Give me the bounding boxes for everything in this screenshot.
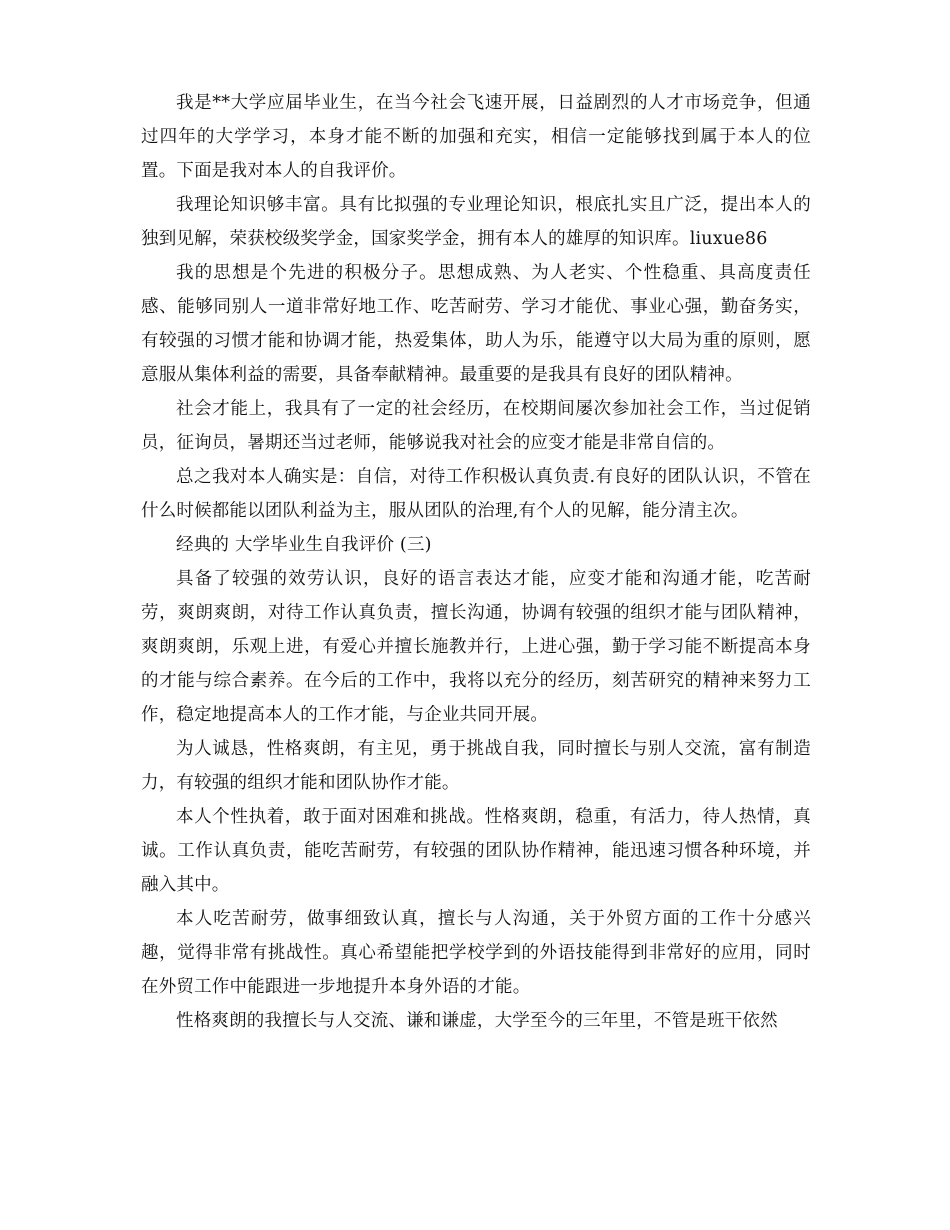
- paragraph-persistent: 本人个性执着，敢于面对困难和挑战。性格爽朗，稳重，有活力，待人热情，真诚。工作认真负责，能吃苦耐劳，有较强的团队协作精神，能迅速习惯各种环境，并融入其中。: [141, 807, 811, 895]
- paragraph-cheerful: 性格爽朗的我擅长与人交流、谦和谦虚，大学至今的三年里，不管是班干依然: [176, 1011, 778, 1031]
- paragraph-intro: 我是**大学应届毕业生，在当今社会飞速开展，日益剧烈的人才市场竞争，但通过四年的大学学习，本身才能不断的加强和充实，相信一定能够找到属于本人的位置。下面是我对本人的自我评价。: [141, 93, 811, 181]
- paragraph-summary: 总之我对本人确实是：自信，对待工作积极认真负责.有良好的团队认识，不管在什么时候都能以团队利益为主，服从团队的治理,有个人的见解，能分清主次。: [141, 467, 811, 521]
- paragraph-thinking: 我的思想是个先进的积极分子。思想成熟、为人老实、个性稳重、具高度责任感、能够同别人一道非常好地工作、吃苦耐劳、学习才能优、事业心强，勤奋务实，有较强的习惯才能和协调才能，热爱集体，助人为乐，能遵守以大局为重的原则，愿意服从集体利益的需要，具备奉献精神。最重要的是我具有良好的团队精神。: [141, 263, 811, 385]
- document-body: [141, 86, 811, 1038]
- paragraph-service-awareness: 具备了较强的效劳认识，良好的语言表达才能，应变才能和沟通才能，吃苦耐劳，爽朗爽朗，对待工作认真负责，擅长沟通，协调有较强的组织才能与团队精神，爽朗爽朗，乐观上进，有爱心并擅长施教并行，上进心强，勤于学习能不断提高本身的才能与综合素养。在今后的工作中，我将以充分的经历，刻苦研究的精神来努力工作，稳定地提高本人的工作才能，与企业共同开展。: [141, 569, 811, 725]
- section-heading: 经典的 大学毕业生自我评价 (三): [176, 535, 432, 555]
- paragraph-honest: 为人诚恳，性格爽朗，有主见，勇于挑战自我，同时擅长与别人交流，富有制造力，有较强的组织才能和团队协作才能。: [141, 739, 811, 793]
- paragraph-foreign-trade: 本人吃苦耐劳，做事细致认真，擅长与人沟通，关于外贸方面的工作十分感兴趣，觉得非常有挑战性。真心希望能把学校学到的外语技能得到非常好的应用，同时在外贸工作中能跟进一步地提升本身外语的才能。: [141, 909, 811, 997]
- paragraph-social-ability: 社会才能上，我具有了一定的社会经历，在校期间屡次参加社会工作，当过促销员，征询员，暑期还当过老师，能够说我对社会的应变才能是非常自信的。: [141, 399, 811, 453]
- paragraph-theory-knowledge: 我理论知识够丰富。具有比拟强的专业理论知识，根底扎实且广泛，提出本人的独到见解，荣获校级奖学金，国家奖学金，拥有本人的雄厚的知识库。liuxue86: [141, 195, 811, 249]
